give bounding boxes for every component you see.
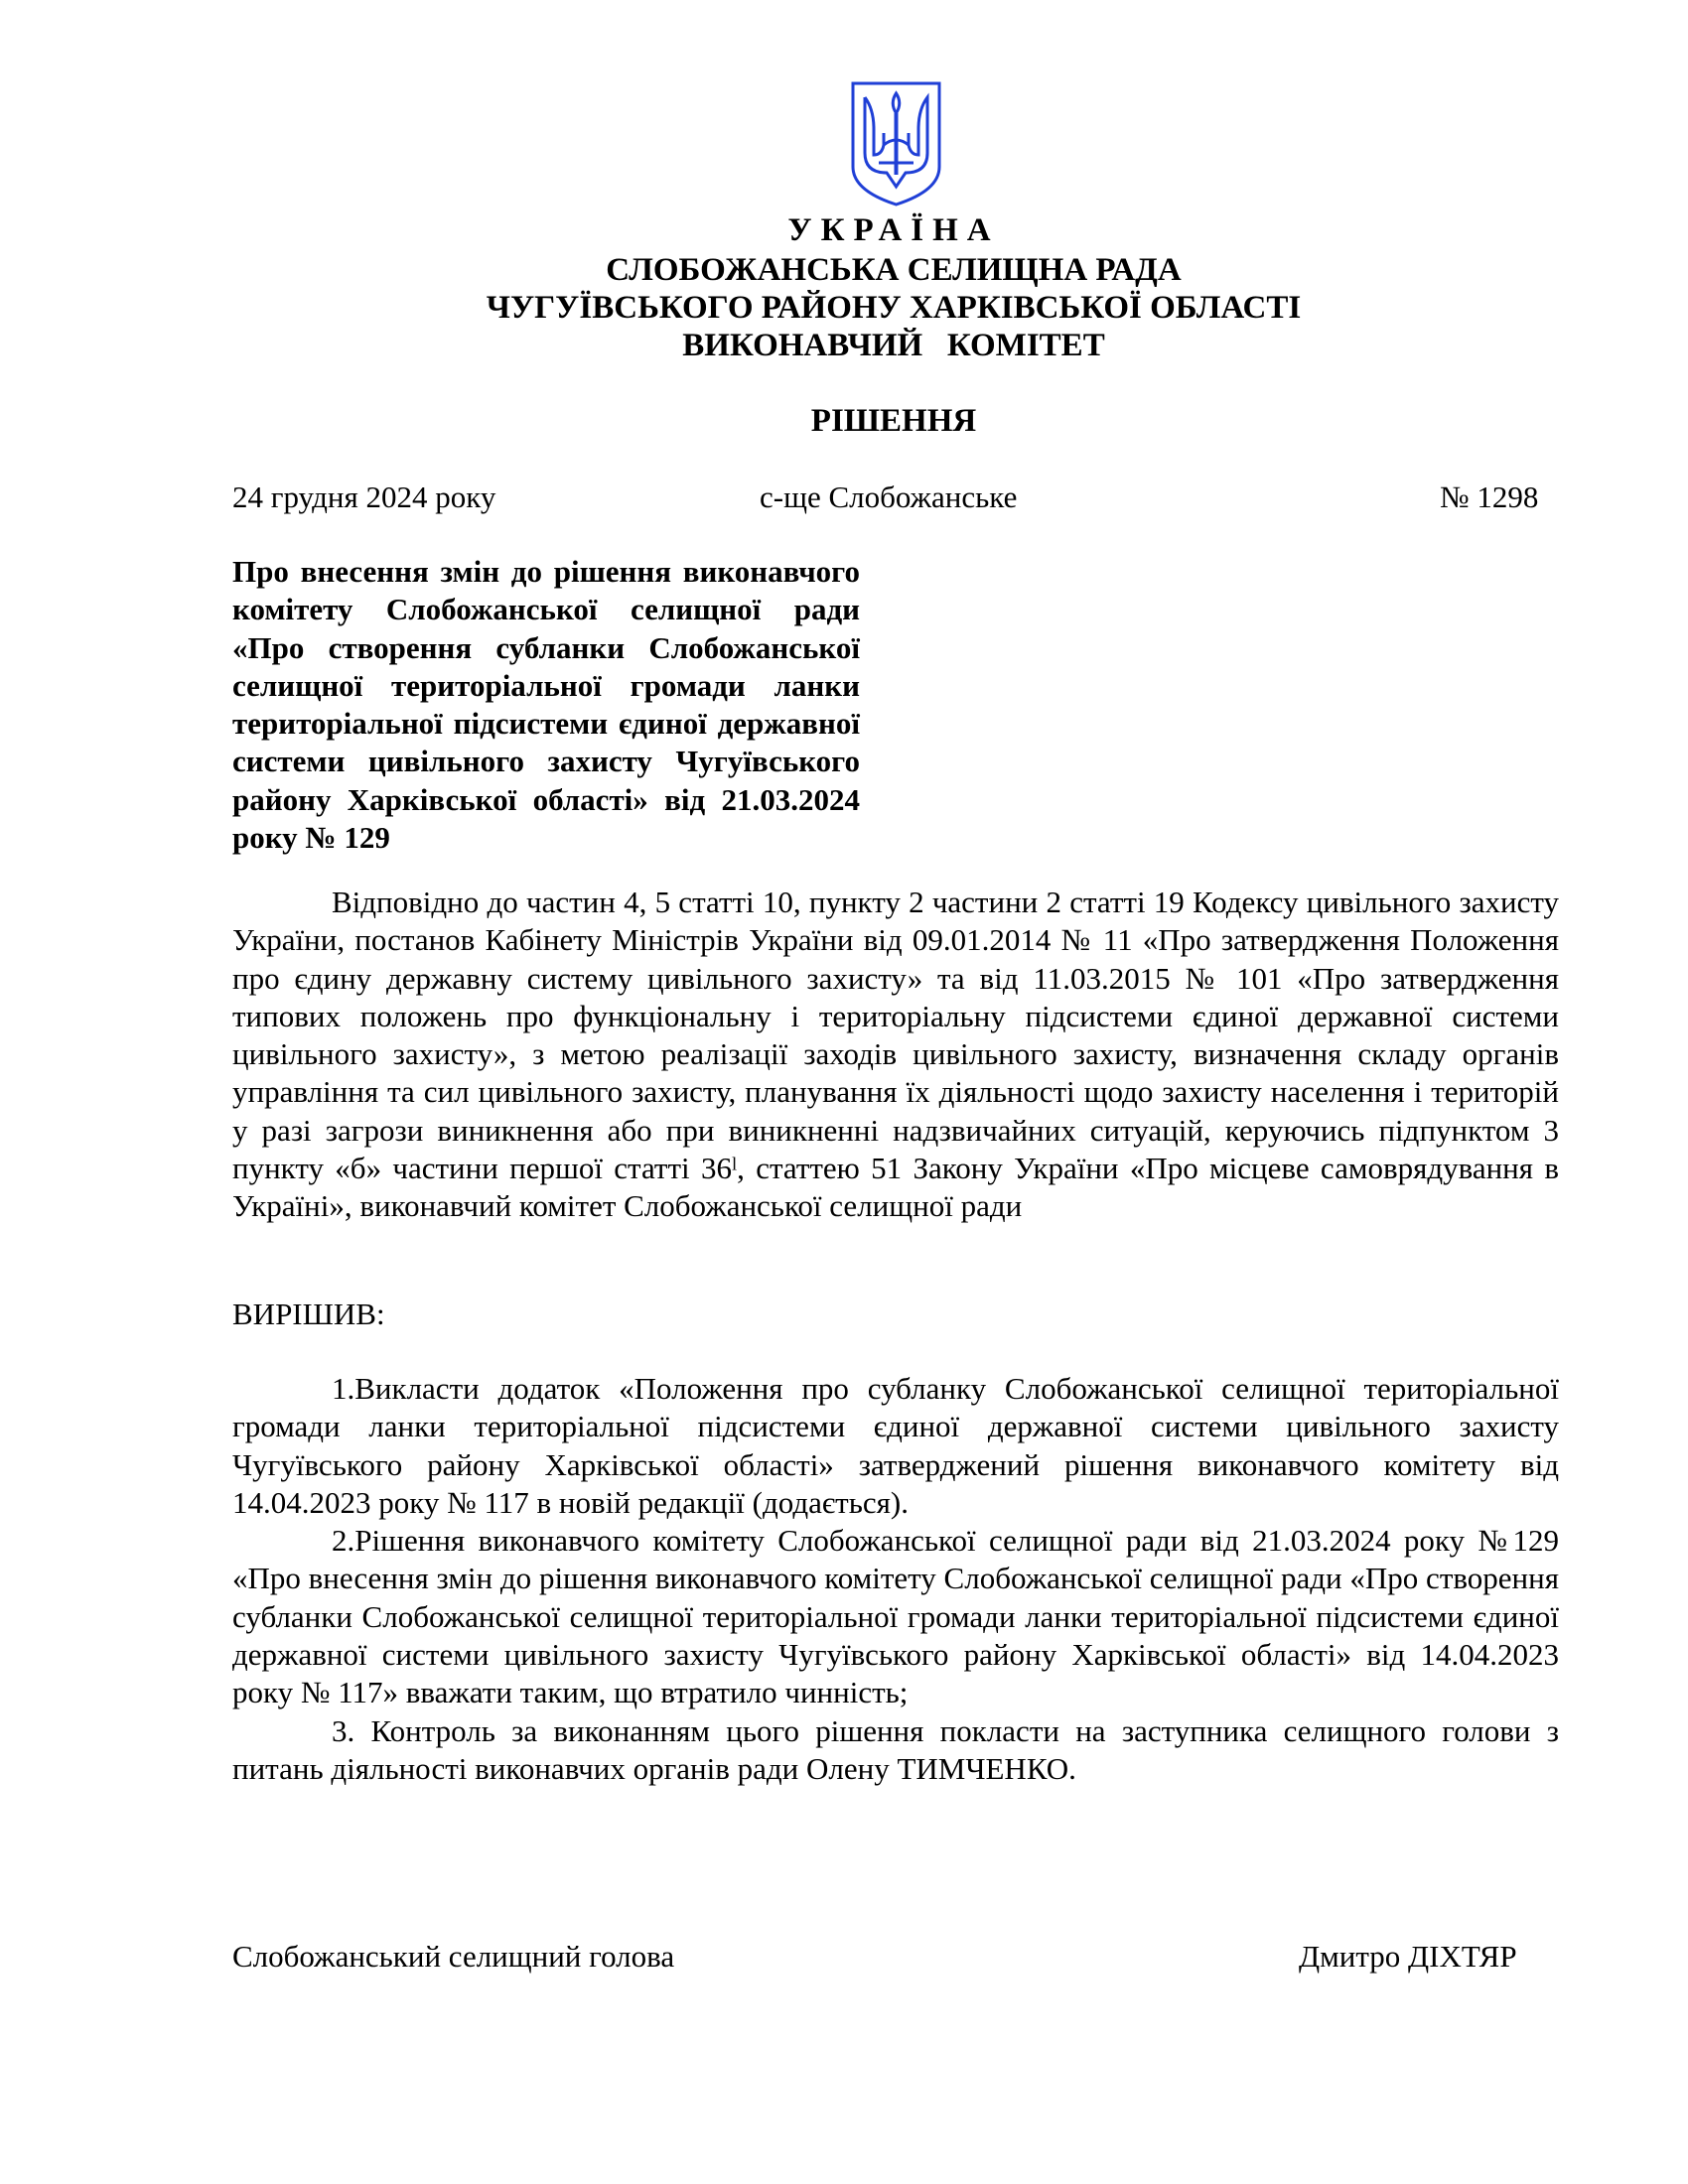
trident-coat-of-arms-icon [849, 79, 943, 208]
decision-place: с-ще Слобожанське [760, 479, 1018, 514]
header-council: СЛОБОЖАНСЬКА СЕЛИЩНА РАДА [606, 252, 1182, 288]
decision-items [232, 1370, 1559, 1788]
decision-date: 24 грудня 2024 року [232, 479, 496, 514]
signatory-name: Дмитро ДІХТЯР [1299, 1939, 1517, 1974]
decision-item-2: 2.Рішення виконавчого комітету Слобожанської селищної ради від 21.03.2024 року №129 «Про внесення змін до рішення виконавчого комітету Слобожанської селищної ради «Про створення субланки Слобожанської селищної територіальної громади ланки територіальної підсистеми єдиної державної системи цивільного захисту Чугуївського району Харківської області» від 14.04.2023 року № 117» вважати таким, що втратило чинність; [232, 1523, 1559, 1710]
decision-number: № 1298 [1440, 479, 1539, 514]
signatory-position: Слобожанський селищний голова [232, 1939, 675, 1974]
resolve-heading: ВИРІШИВ: [232, 1297, 385, 1331]
header-committee: ВИКОНАВЧИЙ КОМІТЕТ [682, 328, 1105, 363]
header-district: ЧУГУЇВСЬКОГО РАЙОНУ ХАРКІВСЬКОЇ ОБЛАСТІ [486, 290, 1302, 326]
document-type-title: РІШЕННЯ [810, 403, 977, 439]
decision-item-3: 3. Контроль за виконанням цього рішення покласти на заступника селищного голови з питань діяльності виконавчих органів ради Олену ТИМЧЕНКО. [232, 1712, 1559, 1786]
preamble-paragraph: Відповідно до частин 4, 5 статті 10, пункту 2 частини 2 статті 19 Кодексу цивільного захисту України, постанов Кабінету Міністрів України від 09.01.2014 № 11 «Про затвердження Положення про єдину державну систему цивільного захисту» та від 11.03.2015 № 101 «Про затвердження типових положень про функціональну і територіальну підсистеми єдиної державної системи цивільного захисту», з метою реалізації заходів цивільного захисту, визначення складу органів управління та сил цивільного захисту, планування їх діяльності щодо захисту населення і територій у разі загрози виникнення або при виникненні надзвичайних ситуацій, керуючись підпунктом 3 пункту «б» частини першої статті 36ˡ, статтею 51 Закону України «Про місцеве самоврядування в Україні», виконавчий комітет Слобожанської селищної ради [232, 885, 1559, 1224]
preamble-section [232, 884, 1559, 1226]
header-country: УКРАЇНА [787, 212, 1000, 248]
decision-item-1: 1.Викласти додаток «Положення про субланку Слобожанської селищної територіальної громади ланки територіальної підсистеми єдиної державної системи цивільного захисту Чугуївського району Харківської області» затверджений рішення виконавчого комітету від 14.04.2023 року № 117 в новій редакції (додається). [232, 1371, 1559, 1520]
decision-subject: Про внесення змін до рішення виконавчого комітету Слобожанської селищної ради «Про створення субланки Слобожанської селищної територіальної громади ланки територіальної підсистеми єдиної державної системи цивільного захисту Чугуївського району Харківської області» від 21.03.2024 року № 129 [232, 554, 860, 856]
